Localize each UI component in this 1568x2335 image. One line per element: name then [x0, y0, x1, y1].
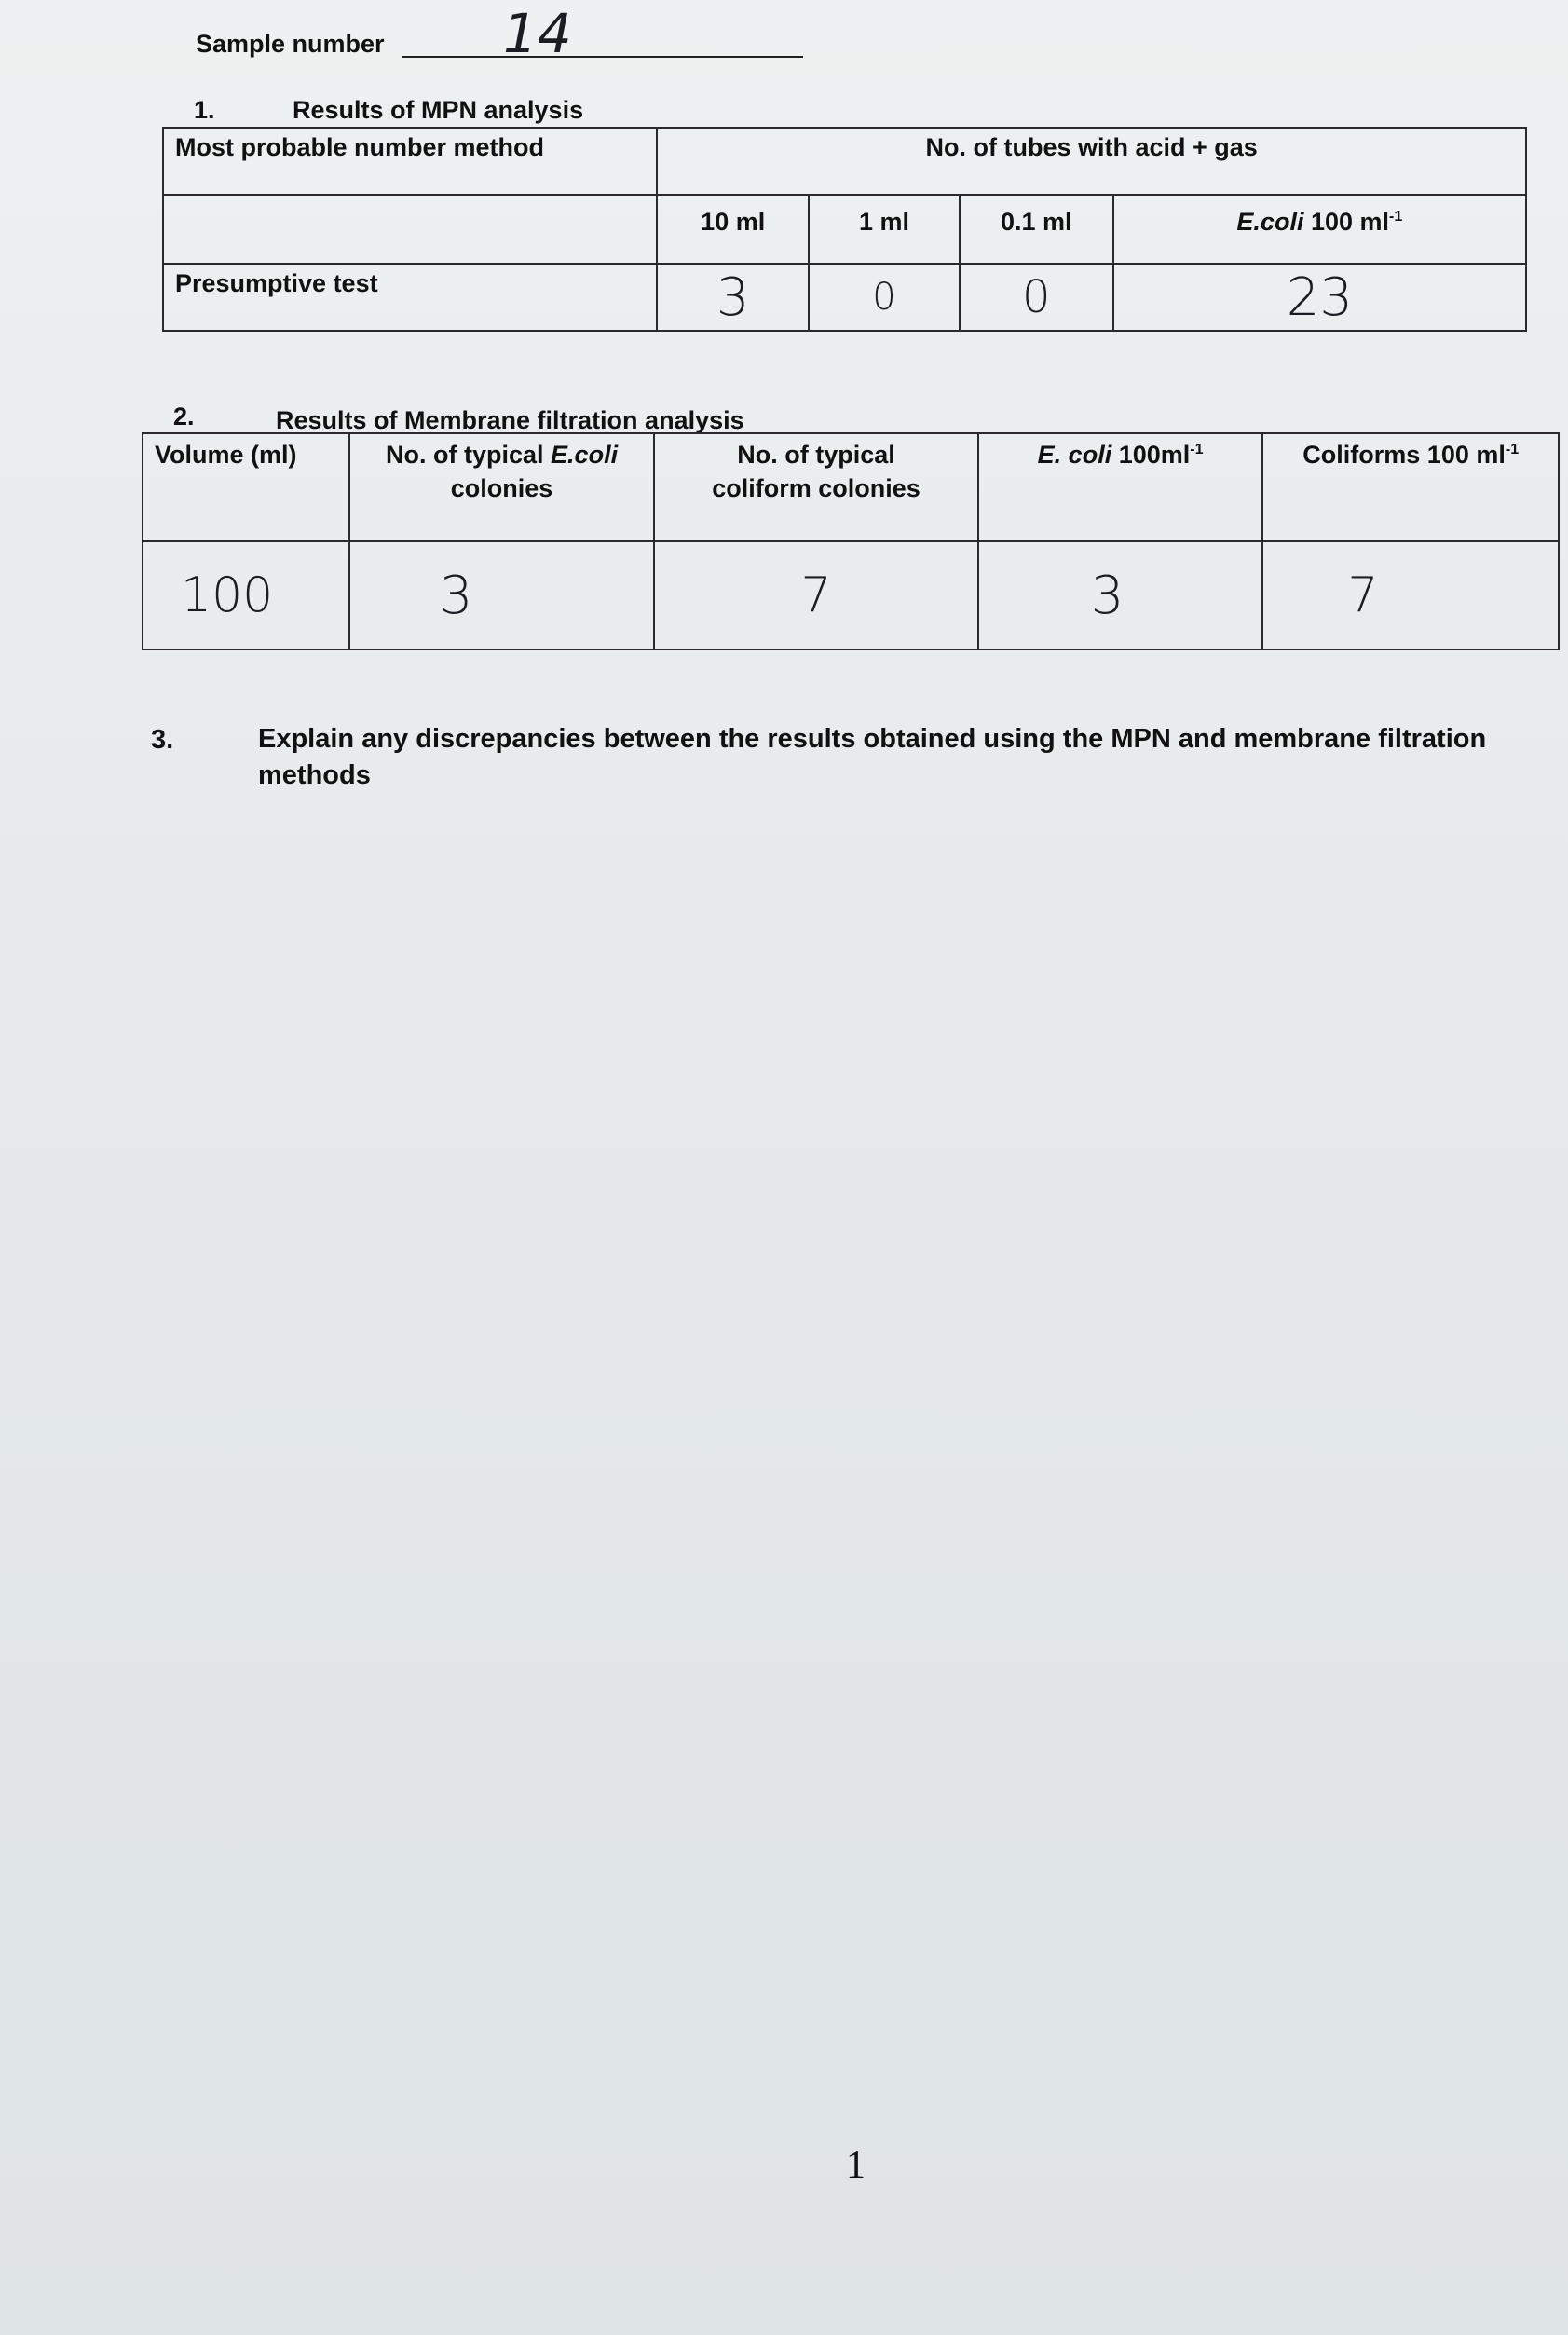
membrane-results-table	[142, 432, 1560, 650]
mpn-tubes-header: No. of tubes with acid + gas	[657, 128, 1526, 195]
section-2-number: 2.	[173, 403, 195, 430]
question-3-number: 3.	[151, 725, 174, 755]
sample-number-label: Sample number	[196, 30, 385, 58]
mf-header-coliforms-unit: Coliforms 100 ml	[1302, 441, 1506, 469]
mpn-results-table	[162, 127, 1527, 332]
bleed-through-text	[540, 976, 1379, 1004]
table-row	[163, 195, 1526, 264]
ecoli-italic: E. coli	[1037, 441, 1112, 469]
mf-header-coliforms-100ml	[1262, 433, 1559, 541]
ecoli-unit: 100 ml	[1303, 208, 1390, 236]
mf-header-ecoli-100ml	[978, 433, 1263, 541]
page-number: 1	[846, 2144, 866, 2187]
ecoli-italic: E.coli	[551, 441, 619, 469]
question-3-text: Explain any discrepancies between the results obtained using the MPN and membrane filtration methods	[258, 724, 1487, 791]
mf-header-volume: Volume (ml)	[143, 433, 349, 541]
sample-number-value: 14	[503, 2, 572, 65]
mf-header-ecoli-unit: 100ml	[1111, 441, 1191, 469]
table-row	[143, 433, 1559, 541]
mpn-method-header: Most probable number method	[163, 128, 657, 195]
mpn-empty-cell	[163, 195, 657, 264]
mf-value-coliform-colonies: 7	[654, 541, 977, 649]
mf-value-volume: 100	[143, 541, 349, 649]
mpn-col-0-1ml: 0.1 ml	[960, 195, 1113, 264]
mf-header-ecoli-colonies	[349, 433, 655, 541]
mpn-col-1ml: 1 ml	[809, 195, 960, 264]
mpn-value-1ml: 0	[809, 264, 960, 331]
mf-header-coliform-colonies	[654, 433, 977, 541]
mf-header-coliform-line2: coliform colonies	[712, 474, 920, 503]
mpn-row-label: Presumptive test	[163, 264, 657, 331]
mf-value-ecoli-colonies: 3	[349, 541, 655, 649]
table-row	[143, 541, 1559, 649]
table-row	[163, 128, 1526, 195]
mpn-col-ecoli-100ml	[1113, 195, 1526, 264]
mpn-col-10ml: 10 ml	[657, 195, 809, 264]
mf-header-ecoli-unit-sup: -1	[1190, 442, 1204, 457]
ecoli-unit-sup: -1	[1389, 209, 1403, 225]
mpn-value-0-1ml: 0	[960, 264, 1113, 331]
mf-header-coliforms-unit-sup: -1	[1505, 442, 1520, 457]
ecoli-italic: E.coli	[1236, 208, 1304, 236]
mpn-value-10ml: 3	[657, 264, 809, 331]
section-1-title: Results of MPN analysis	[293, 96, 584, 124]
mpn-value-ecoli: 23	[1113, 264, 1526, 331]
mf-header-ecoli-colonies-post: colonies	[450, 474, 553, 503]
mf-header-coliform-line1: No. of typical	[737, 441, 895, 469]
sample-number-underline	[402, 56, 803, 58]
table-row	[163, 264, 1526, 331]
mf-value-coliforms-100ml: 7	[1262, 541, 1559, 649]
mf-value-ecoli-100ml: 3	[978, 541, 1263, 649]
section-1-number: 1.	[194, 96, 215, 124]
section-2-title: Results of Membrane filtration analysis	[276, 406, 744, 434]
mf-header-ecoli-colonies-pre: No. of typical	[386, 441, 552, 469]
